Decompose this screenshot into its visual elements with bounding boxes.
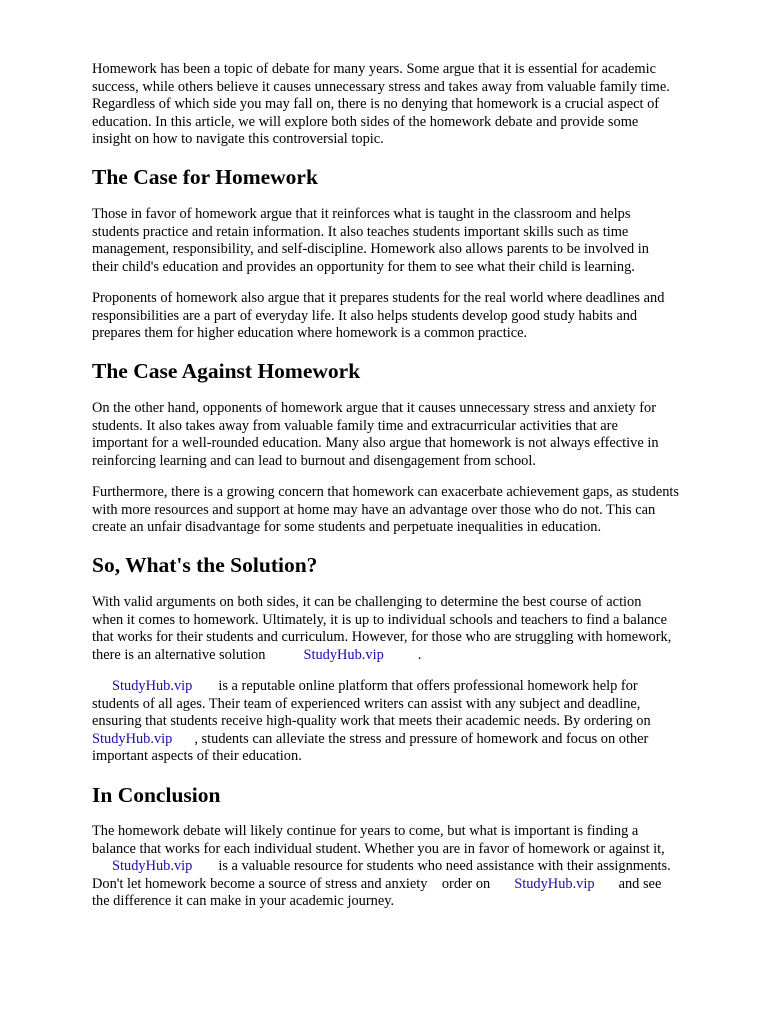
text-line: responsibilities are a part of everyday life. It also helps students develop good study habits and <box>92 307 638 324</box>
text-line: ensuring that students receive high-quality work that meets their academic needs. By ordering on <box>92 713 651 729</box>
text-line: important for a well-rounded education. Many also argue that homework is not always effective in <box>92 435 659 451</box>
text-line: management, responsibility, and self-discipline. Homework also allows parents to be involved in <box>92 241 649 257</box>
text-line: their child's education and provides an opportunity for them to see what their child is learning. <box>92 258 635 275</box>
text-line: Those in favor of homework argue that it reinforces what is taught in the classroom and helps <box>92 206 631 222</box>
case-against-paragraph-2 <box>92 484 732 537</box>
studyhub-link[interactable]: StudyHub.vip <box>112 858 193 874</box>
text-line: that works for their students and curriculum. However, for those who are struggling with homework, <box>92 629 672 645</box>
text-line: students of all ages. Their team of experienced writers can assist with any subject and deadline, <box>92 695 641 712</box>
text-line: The homework debate will likely continue for years to come, but what is important is finding a <box>92 823 639 839</box>
text-line: With valid arguments on both sides, it can be challenging to determine the best course of action <box>92 594 642 610</box>
heading-case-for: The Case for Homework <box>92 165 318 189</box>
text-line: with more resources and support at home may have an advantage over those who do not. This can <box>92 501 656 518</box>
studyhub-link[interactable]: StudyHub.vip <box>112 678 193 694</box>
text-line: Regardless of which side you may fall on, there is no denying that homework is a crucial aspect of <box>92 96 660 112</box>
text-fragment: and see <box>618 875 662 892</box>
text-line: when it comes to homework. Ultimately, it is up to individual schools and teachers to find a balance <box>92 611 667 628</box>
text-line <box>92 731 732 749</box>
text-line <box>92 876 732 894</box>
text-line: important aspects of their education. <box>92 748 302 764</box>
text-line <box>92 647 732 665</box>
text-line: insight on how to navigate this controversial topic. <box>92 131 384 147</box>
text-fragment: is a reputable online platform that offers professional homework help for <box>218 678 638 694</box>
conclusion-paragraph <box>92 823 732 911</box>
intro-paragraph <box>92 61 732 149</box>
heading-conclusion: In Conclusion <box>92 783 221 807</box>
text-line: prepares them for higher education where homework is a common practice. <box>92 325 528 341</box>
text-line: balance that works for each individual student. Whether you are in favor of homework or against it, <box>92 840 665 857</box>
text-line <box>92 858 732 876</box>
text-fragment: , students can alleviate the stress and pressure of homework and focus on other <box>194 730 649 747</box>
text-line: On the other hand, opponents of homework argue that it causes unnecessary stress and anxiety for <box>92 400 657 416</box>
text-line: create an unfair disadvantage for some students and perpetuate inequalities in education. <box>92 519 602 535</box>
text-line: success, while others believe it causes unnecessary stress and takes away from valuable family time. <box>92 78 670 95</box>
heading-solution: So, What's the Solution? <box>92 553 318 577</box>
text-line <box>92 678 732 696</box>
text-line: students. It also takes away from valuable family time and extracurricular activities that are <box>92 417 618 434</box>
text-fragment: is a valuable resource for students who need assistance with their assignments. <box>218 858 671 874</box>
text-line: students practice and retain information. It also teaches students important skills such as time <box>92 223 629 240</box>
text-fragment: . <box>417 646 422 663</box>
text-fragment: there is an alternative solution <box>92 646 266 663</box>
case-against-paragraph-1 <box>92 400 732 470</box>
text-line: Furthermore, there is a growing concern that homework can exacerbate achievement gaps, as students <box>92 484 679 500</box>
solution-paragraph-2 <box>92 678 732 766</box>
studyhub-link[interactable]: StudyHub.vip <box>303 646 384 663</box>
text-line: reinforcing learning and can lead to burnout and disengagement from school. <box>92 452 536 469</box>
text-line: the difference it can make in your academic journey. <box>92 893 395 909</box>
case-for-paragraph-1 <box>92 206 732 276</box>
heading-case-against: The Case Against Homework <box>92 359 361 383</box>
solution-paragraph-1 <box>92 594 732 664</box>
studyhub-link[interactable]: StudyHub.vip <box>92 730 173 747</box>
case-for-paragraph-2 <box>92 290 732 343</box>
text-line: Homework has been a topic of debate for many years. Some argue that it is essential for academic <box>92 61 656 77</box>
text-line: education. In this article, we will explore both sides of the homework debate and provide some <box>92 113 639 130</box>
studyhub-link[interactable]: StudyHub.vip <box>514 875 595 892</box>
text-line: Proponents of homework also argue that it prepares students for the real world where deadlines and <box>92 290 665 306</box>
text-fragment: Don't let homework become a source of stress and anxiety order on <box>92 875 491 892</box>
